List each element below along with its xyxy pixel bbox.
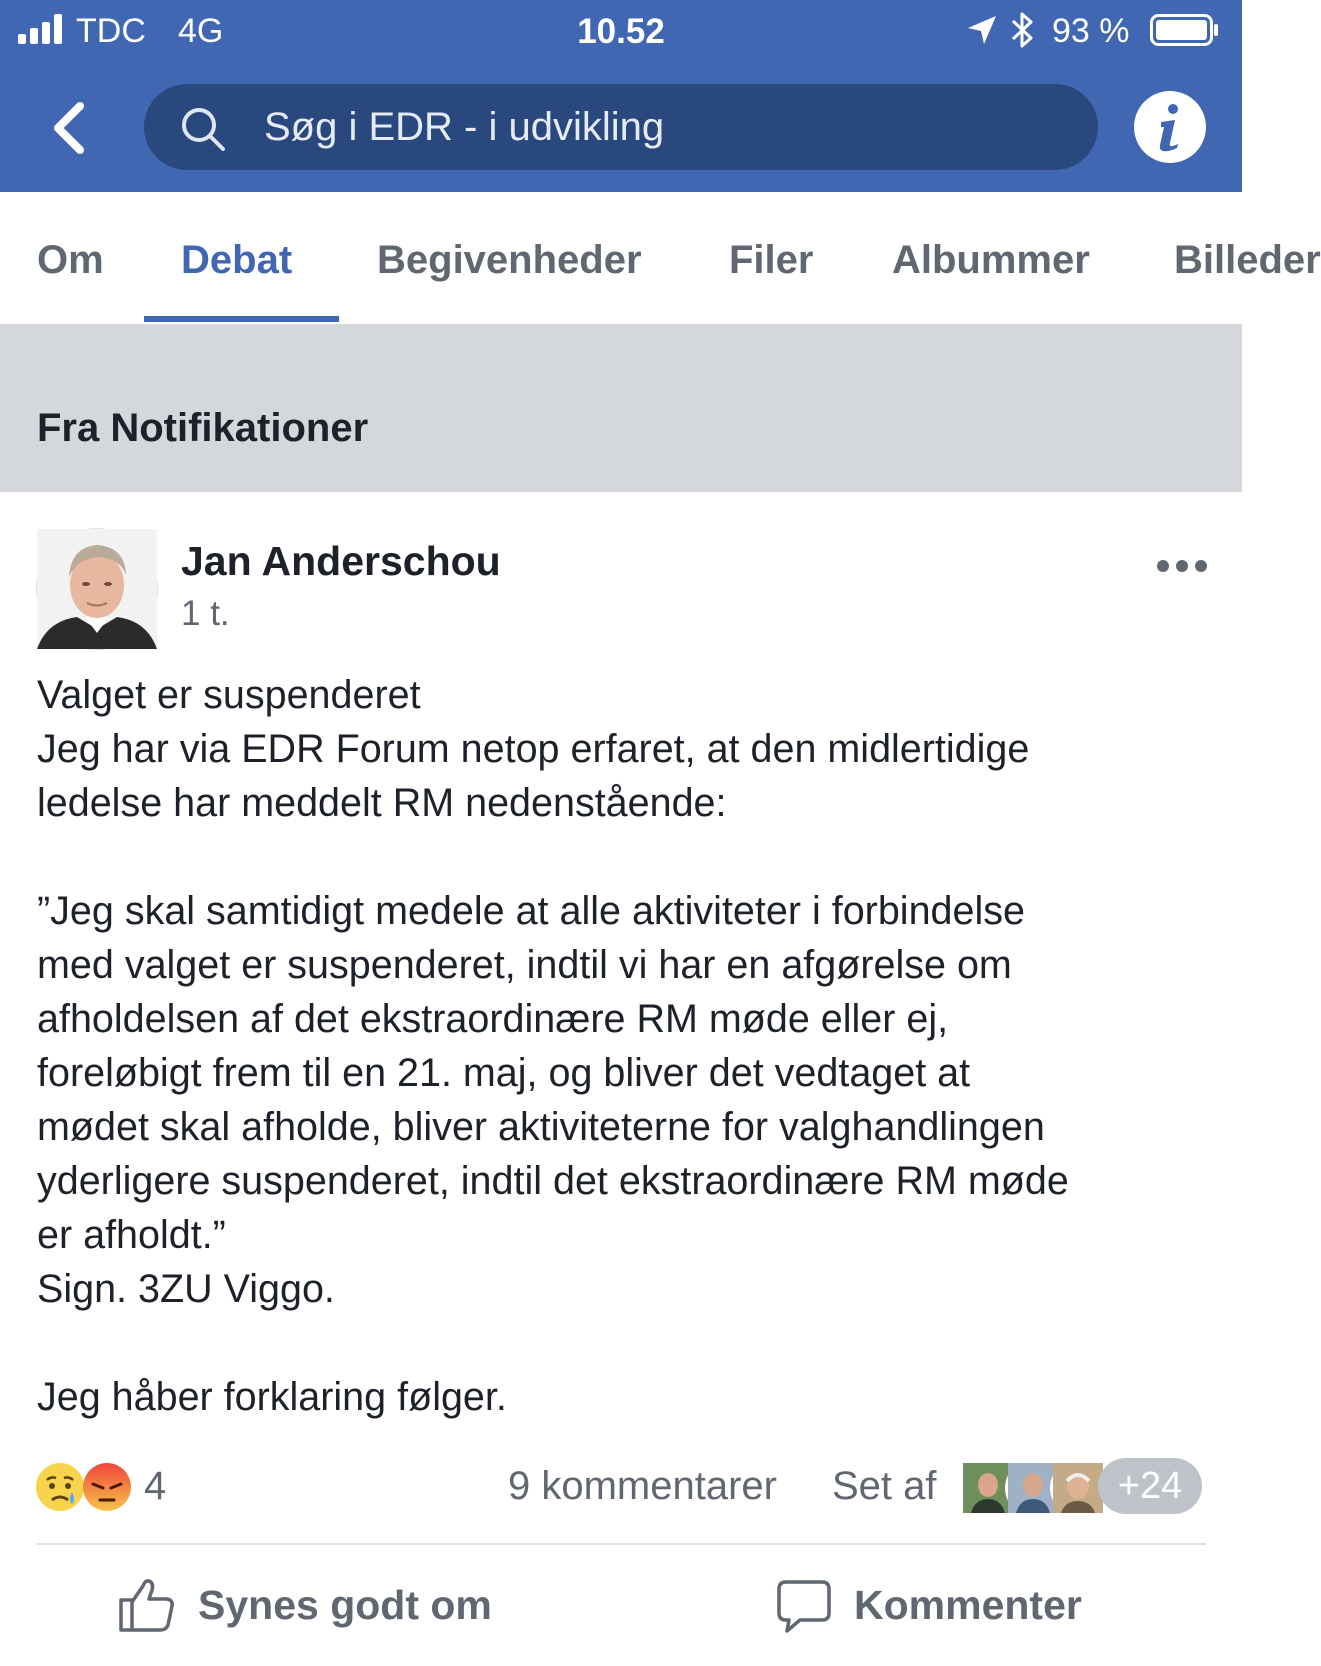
tab-filer[interactable]: Filer: [729, 238, 814, 282]
tab-debat[interactable]: Debat: [181, 238, 293, 282]
battery-percentage: 93 %: [1052, 12, 1130, 50]
status-bar: [0, 0, 1242, 64]
seen-avatar-portrait-icon: [1053, 1463, 1103, 1513]
post-line: er afholdt.”: [37, 1213, 226, 1257]
tab-om[interactable]: Om: [37, 238, 104, 282]
post-author[interactable]: Jan Anderschou: [181, 538, 501, 584]
thumbs-up-icon: [118, 1576, 176, 1634]
post-line: foreløbigt frem til en 21. maj, og bliver det vedtaget at: [37, 1051, 971, 1095]
tab-albummer[interactable]: Albummer: [892, 238, 1090, 282]
reaction-count[interactable]: 4: [144, 1464, 167, 1508]
group-tabs: [0, 192, 1321, 322]
more-options-icon[interactable]: [1156, 556, 1208, 576]
post-timestamp[interactable]: 1 t.: [181, 594, 230, 633]
tab-billeder[interactable]: Billeder: [1174, 238, 1321, 282]
post-line: mødet skal afholde, bliver aktiviteterne for valghandlingen: [37, 1105, 1045, 1149]
post-line: ”Jeg skal samtidigt medele at alle aktiviteter i forbindelse: [37, 889, 1025, 933]
post-line: ledelse har meddelt RM nedenstående:: [37, 781, 727, 825]
app-header: [0, 0, 1242, 192]
section-header: [0, 324, 1242, 492]
post-body: [37, 668, 1217, 1424]
location-arrow-icon: [966, 14, 998, 46]
active-tab-indicator: [144, 316, 339, 322]
avatar-portrait-icon: [37, 529, 157, 649]
post-line: afholdelsen af det ekstraordinære RM møde eller ej,: [37, 997, 949, 1041]
post-line: Jeg håber forklaring følger.: [37, 1375, 507, 1419]
seen-by-label[interactable]: Set af: [832, 1464, 937, 1508]
post-line: Jeg har via EDR Forum netop erfaret, at den midlertidige: [37, 727, 1030, 771]
post-line: Sign. 3ZU Viggo.: [37, 1267, 335, 1311]
post-blank-line: [37, 1316, 1217, 1370]
search-icon: [178, 104, 228, 154]
post-line: Valget er suspenderet: [37, 673, 421, 717]
network-type: 4G: [178, 12, 224, 50]
reactions-row: [0, 1456, 1242, 1516]
post-line: med valget er suspenderet, indtil vi har en afgørelse om: [37, 943, 1012, 987]
comment-button-label: Kommenter: [854, 1582, 1082, 1628]
like-button-label: Synes godt om: [198, 1582, 492, 1628]
angry-emoji-icon[interactable]: [82, 1462, 132, 1512]
section-title: Fra Notifikationer: [37, 406, 369, 450]
bluetooth-icon: [1010, 10, 1036, 50]
sad-emoji-icon[interactable]: [35, 1462, 85, 1512]
comments-count[interactable]: 9 kommentarer: [508, 1464, 777, 1508]
search-input[interactable]: [264, 100, 1064, 154]
author-avatar[interactable]: [36, 528, 158, 650]
tab-begivenheder[interactable]: Begivenheder: [377, 238, 642, 282]
like-button[interactable]: [118, 1570, 518, 1640]
back-chevron-icon[interactable]: [46, 98, 96, 158]
comment-bubble-icon: [776, 1578, 832, 1634]
search-bar[interactable]: [144, 84, 1098, 170]
seen-by-more-badge[interactable]: +24: [1098, 1458, 1202, 1514]
carrier-name: TDC: [76, 12, 146, 50]
info-icon[interactable]: [1134, 91, 1206, 163]
battery-icon: [1150, 14, 1220, 46]
status-time: 10.52: [577, 12, 665, 51]
comment-button[interactable]: [776, 1570, 1096, 1640]
post-blank-line: [37, 830, 1217, 884]
post-line: yderligere suspenderet, indtil det ekstraordinære RM møde: [37, 1159, 1069, 1203]
post-divider: [36, 1543, 1206, 1545]
